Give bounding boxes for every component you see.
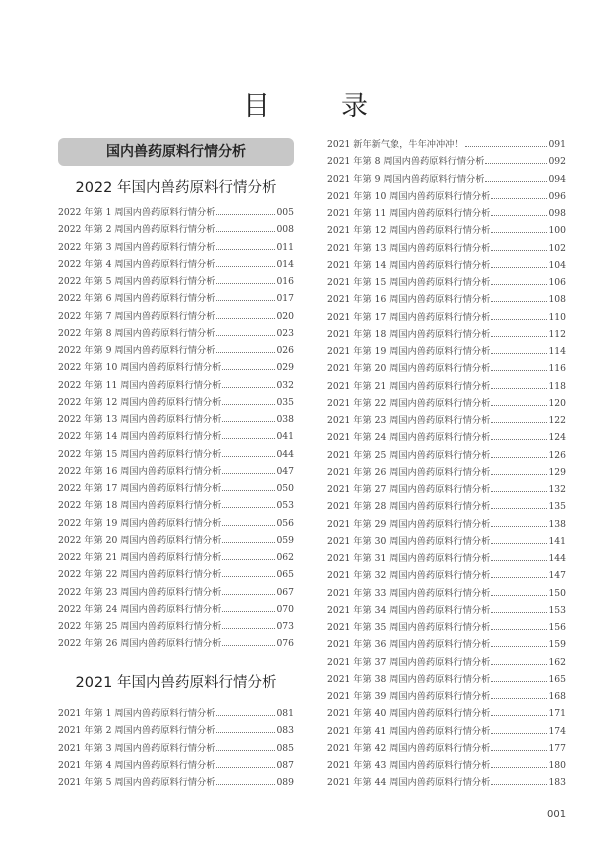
toc-entry [327, 567, 566, 584]
toc-leader-dots [216, 352, 275, 353]
toc-entry-label: 2021 年第 33 周国内兽药原料行情分析 [327, 587, 491, 599]
toc-leader-dots [222, 525, 275, 526]
toc-entry-label: 2022 年第 23 周国内兽药原料行情分析 [58, 586, 222, 598]
toc-entry [327, 309, 566, 326]
toc-entry-page: 044 [276, 448, 294, 460]
toc-entry-label: 2022 年第 19 周国内兽药原料行情分析 [58, 517, 222, 529]
toc-entry-label: 2022 年第 5 周国内兽药原料行情分析 [58, 276, 216, 287]
toc-entry-label: 2021 年第 42 周国内兽药原料行情分析 [327, 742, 491, 754]
toc-entry [58, 411, 294, 428]
toc-entry-label: 2021 年第 21 周国内兽药原料行情分析 [327, 380, 491, 392]
toc-entry-page: 070 [276, 603, 294, 615]
toc-leader-dots [491, 646, 547, 647]
toc-leader-dots [491, 784, 547, 785]
toc-leader-dots [222, 438, 275, 439]
toc-entry-page: 059 [276, 534, 294, 546]
toc-leader-dots [491, 336, 547, 337]
toc-entry-label: 2021 年第 24 周国内兽药原料行情分析 [327, 432, 491, 444]
toc-entry-label: 2021 年第 11 周国内兽药原料行情分析 [327, 208, 491, 219]
toc-entry-label: 2021 年第 23 周国内兽药原料行情分析 [327, 415, 491, 426]
toc-entry [327, 360, 566, 377]
toc-entry [327, 602, 566, 619]
toc-leader-dots [491, 508, 547, 509]
toc-entry [327, 412, 566, 429]
toc-entry [327, 257, 566, 274]
toc-leader-dots [216, 300, 275, 301]
toc-entry-label: 2021 年第 31 周国内兽药原料行情分析 [327, 553, 491, 564]
toc-leader-dots [491, 301, 547, 302]
toc-entry-page: 081 [276, 708, 294, 719]
toc-leader-dots [491, 629, 547, 630]
toc-entry-label: 2021 年第 36 周国内兽药原料行情分析 [327, 639, 491, 651]
toc-leader-dots [216, 283, 275, 284]
toc-entry-page: 114 [548, 346, 566, 357]
toc-entry-label: 2022 年第 6 周国内兽药原料行情分析 [58, 293, 216, 305]
toc-entry [58, 342, 294, 359]
toc-entry-page: 032 [276, 379, 294, 391]
toc-leader-dots [491, 232, 547, 233]
toc-entry-label: 2021 年第 20 周国内兽药原料行情分析 [327, 363, 491, 375]
toc-entry-label: 2021 年第 4 周国内兽药原料行情分析 [58, 759, 216, 771]
toc-entry-page: 141 [548, 535, 566, 547]
toc-entry-label: 2022 年第 22 周国内兽药原料行情分析 [58, 569, 222, 581]
toc-entry [327, 240, 566, 257]
toc-entry-label: 2021 年第 14 周国内兽药原料行情分析 [327, 259, 491, 271]
toc-entry-page: 156 [548, 622, 566, 633]
toc-entry [327, 326, 566, 343]
toc-entry-page: 153 [548, 604, 566, 616]
toc-entry-page: 120 [548, 397, 566, 409]
toc-entry [58, 359, 294, 376]
toc-entry [58, 377, 294, 394]
toc-entry [58, 757, 294, 774]
toc-entry-label: 2022 年第 16 周国内兽药原料行情分析 [58, 465, 222, 477]
toc-entry-page: 083 [276, 725, 294, 737]
toc-entry-page: 102 [548, 242, 566, 254]
toc-entry [327, 723, 566, 740]
toc-entry-page: 005 [276, 207, 294, 218]
toc-entry-label: 2021 年第 32 周国内兽药原料行情分析 [327, 570, 491, 582]
toc-entry [58, 463, 294, 480]
toc-entry [58, 325, 294, 342]
toc-entry-label: 2021 年第 22 周国内兽药原料行情分析 [327, 397, 491, 409]
toc-entry-page: 011 [276, 241, 294, 253]
toc-entry-page: 029 [276, 362, 294, 374]
toc-entry-page: 062 [276, 552, 294, 563]
toc-entry-page: 008 [276, 224, 294, 236]
toc-entry [58, 290, 294, 307]
toc-leader-dots [491, 267, 547, 268]
toc-leader-dots [216, 750, 275, 751]
toc-leader-dots [216, 266, 275, 267]
toc-leader-dots [491, 422, 547, 423]
toc-entry-label: 2021 年第 12 周国内兽药原料行情分析 [327, 225, 491, 237]
toc-entry-page: 098 [548, 208, 566, 219]
toc-entry [327, 447, 566, 464]
toc-leader-dots [216, 732, 275, 733]
toc-leader-dots [222, 594, 275, 595]
toc-entry-label: 2022 年第 12 周国内兽药原料行情分析 [58, 396, 222, 408]
toc-leader-dots [491, 491, 547, 492]
toc-entry-label: 2021 年第 9 周国内兽药原料行情分析 [327, 173, 485, 185]
toc-entry-label: 2022 年第 15 周国内兽药原料行情分析 [58, 448, 222, 460]
toc-entry-label: 2021 新年新气象，牛年冲冲冲！ [327, 139, 464, 150]
toc-leader-dots [222, 456, 275, 457]
toc-entry [58, 256, 294, 273]
toc-entry-label: 2022 年第 20 周国内兽药原料行情分析 [58, 534, 222, 546]
toc-leader-dots [491, 457, 547, 458]
toc-entry [58, 273, 294, 290]
toc-entry-page: 180 [548, 760, 566, 771]
toc-entry [58, 308, 294, 325]
toc-leader-dots [216, 784, 275, 785]
toc-entry-page: 159 [548, 639, 566, 651]
toc-entry-label: 2021 年第 34 周国内兽药原料行情分析 [327, 604, 491, 616]
toc-entry [327, 740, 566, 757]
toc-leader-dots [491, 750, 547, 751]
toc-leader-dots [222, 542, 275, 543]
toc-leader-dots [491, 733, 547, 734]
toc-entry-page: 038 [276, 414, 294, 425]
toc-entry [327, 291, 566, 308]
toc-entry-label: 2021 年第 39 周国内兽药原料行情分析 [327, 691, 491, 702]
toc-entry-page: 168 [548, 691, 566, 702]
toc-entry-label: 2021 年第 38 周国内兽药原料行情分析 [327, 673, 491, 685]
toc-leader-dots [491, 698, 547, 699]
toc-entry-label: 2021 年第 40 周国内兽药原料行情分析 [327, 708, 491, 720]
toc-entry-label: 2021 年第 13 周国内兽药原料行情分析 [327, 242, 491, 254]
toc-entry [58, 705, 294, 722]
toc-entry [327, 533, 566, 550]
toc-leader-dots [491, 405, 547, 406]
toc-entry [327, 498, 566, 515]
toc-entry-label: 2022 年第 4 周国内兽药原料行情分析 [58, 258, 216, 270]
toc-entry-label: 2022 年第 11 周国内兽药原料行情分析 [58, 379, 222, 391]
toc-entry-label: 2021 年第 17 周国内兽药原料行情分析 [327, 311, 491, 323]
toc-entry-label: 2021 年第 8 周国内兽药原料行情分析 [327, 156, 485, 168]
toc-entry-label: 2021 年第 19 周国内兽药原料行情分析 [327, 346, 491, 357]
toc-leader-dots [222, 387, 275, 388]
toc-entry [327, 774, 566, 791]
toc-entry-page: 132 [548, 484, 566, 495]
toc-entry-page: 016 [276, 276, 294, 287]
toc-entry [58, 740, 294, 757]
toc-entry [58, 584, 294, 601]
toc-entry-page: 065 [276, 569, 294, 581]
toc-leader-dots [491, 681, 547, 682]
toc-entry-page: 047 [276, 465, 294, 477]
toc-leader-dots [216, 318, 275, 319]
toc-list-2021-left [58, 705, 294, 791]
toc-entry-page: 092 [548, 156, 566, 168]
toc-entry-page: 122 [548, 415, 566, 426]
toc-leader-dots [222, 369, 275, 370]
toc-entry-label: 2022 年第 3 周国内兽药原料行情分析 [58, 241, 216, 253]
toc-entry-label: 2021 年第 27 周国内兽药原料行情分析 [327, 484, 491, 495]
toc-entry [327, 481, 566, 498]
toc-entry [327, 654, 566, 671]
toc-leader-dots [222, 473, 275, 474]
toc-leader-dots [491, 560, 547, 561]
toc-entry [58, 566, 294, 583]
toc-entry [58, 774, 294, 791]
toc-entry-label: 2022 年第 10 周国内兽药原料行情分析 [58, 362, 222, 374]
toc-leader-dots [491, 250, 547, 251]
toc-leader-dots [216, 249, 275, 250]
toc-leader-dots [485, 181, 547, 182]
toc-entry [327, 516, 566, 533]
toc-entry-page: 144 [548, 553, 566, 564]
toc-entry-page: 100 [548, 225, 566, 237]
toc-entry [58, 515, 294, 532]
toc-entry-label: 2022 年第 17 周国内兽药原料行情分析 [58, 483, 222, 494]
toc-entry [327, 136, 566, 153]
section-banner: 国内兽药原料行情分析 [58, 138, 294, 166]
toc-leader-dots [222, 421, 275, 422]
toc-leader-dots [222, 576, 275, 577]
toc-leader-dots [491, 543, 547, 544]
toc-entry-page: 020 [276, 310, 294, 322]
toc-entry-label: 2021 年第 26 周国内兽药原料行情分析 [327, 466, 491, 478]
toc-leader-dots [491, 577, 547, 578]
toc-entry-label: 2021 年第 35 周国内兽药原料行情分析 [327, 622, 491, 633]
toc-leader-dots [222, 507, 275, 508]
toc-entry-label: 2021 年第 37 周国内兽药原料行情分析 [327, 656, 491, 668]
toc-entry [327, 688, 566, 705]
toc-entry-label: 2021 年第 30 周国内兽药原料行情分析 [327, 535, 491, 547]
toc-entry [327, 585, 566, 602]
toc-entry-page: 129 [548, 466, 566, 478]
toc-entry-label: 2021 年第 5 周国内兽药原料行情分析 [58, 777, 216, 788]
toc-leader-dots [491, 353, 547, 354]
toc-leader-dots [222, 404, 275, 405]
toc-leader-dots [485, 163, 547, 164]
toc-entry-label: 2021 年第 28 周国内兽药原料行情分析 [327, 501, 491, 513]
toc-entry-label: 2022 年第 9 周国内兽药原料行情分析 [58, 345, 216, 356]
toc-entry-label: 2022 年第 13 周国内兽药原料行情分析 [58, 414, 222, 425]
toc-entry-label: 2022 年第 25 周国内兽药原料行情分析 [58, 621, 222, 632]
toc-entry-page: 110 [548, 311, 566, 323]
toc-entry [58, 618, 294, 635]
toc-leader-dots [222, 628, 275, 629]
toc-entry-label: 2022 年第 21 周国内兽药原料行情分析 [58, 552, 222, 563]
toc-entry [327, 671, 566, 688]
toc-entry [58, 497, 294, 514]
toc-entry [327, 222, 566, 239]
toc-entry-label: 2021 年第 15 周国内兽药原料行情分析 [327, 277, 491, 288]
toc-entry-label: 2021 年第 44 周国内兽药原料行情分析 [327, 777, 491, 789]
toc-entry [327, 153, 566, 170]
toc-entry-page: 150 [548, 587, 566, 599]
toc-leader-dots [491, 284, 547, 285]
toc-entry-page: 073 [276, 621, 294, 632]
toc-leader-dots [491, 370, 547, 371]
toc-entry-label: 2021 年第 43 周国内兽药原料行情分析 [327, 760, 491, 771]
toc-entry-label: 2021 年第 25 周国内兽药原料行情分析 [327, 449, 491, 461]
toc-leader-dots [222, 559, 275, 560]
toc-entry-page: 135 [548, 501, 566, 513]
toc-entry-page: 056 [276, 517, 294, 529]
toc-leader-dots [491, 474, 547, 475]
toc-entry-label: 2021 年第 41 周国内兽药原料行情分析 [327, 725, 491, 737]
toc-entry [58, 601, 294, 618]
toc-entry-page: 091 [548, 139, 566, 150]
toc-entry-page: 138 [548, 518, 566, 530]
toc-entry-label: 2021 年第 2 周国内兽药原料行情分析 [58, 725, 216, 737]
toc-entry-label: 2021 年第 1 周国内兽药原料行情分析 [58, 708, 216, 719]
toc-entry [58, 239, 294, 256]
toc-entry [327, 343, 566, 360]
toc-entry-page: 118 [548, 380, 566, 392]
toc-leader-dots [222, 611, 275, 612]
toc-entry-page: 106 [548, 277, 566, 288]
toc-entry-page: 183 [548, 777, 566, 789]
toc-entry-label: 2022 年第 7 周国内兽药原料行情分析 [58, 310, 216, 322]
toc-leader-dots [491, 198, 547, 199]
toc-entry [58, 549, 294, 566]
toc-leader-dots [216, 715, 275, 716]
toc-list-2021-right [327, 136, 566, 792]
toc-entry-page: 067 [276, 586, 294, 598]
toc-leader-dots [491, 439, 547, 440]
toc-leader-dots [491, 664, 547, 665]
toc-entry [58, 635, 294, 652]
toc-entry [58, 446, 294, 463]
toc-entry [58, 428, 294, 445]
toc-entry-page: 116 [548, 363, 566, 375]
toc-entry-page: 076 [276, 638, 294, 650]
toc-entry-page: 053 [276, 500, 294, 512]
toc-entry [58, 722, 294, 739]
toc-entry [327, 705, 566, 722]
toc-entry-page: 177 [548, 742, 566, 754]
toc-entry-page: 108 [548, 294, 566, 306]
toc-entry-page: 017 [276, 293, 294, 305]
toc-entry [327, 619, 566, 636]
toc-entry-label: 2021 年第 10 周国内兽药原料行情分析 [327, 190, 491, 202]
toc-entry-page: 124 [548, 432, 566, 444]
toc-entry-page: 041 [276, 431, 294, 443]
toc-entry-page: 085 [276, 742, 294, 754]
toc-entry-page: 096 [548, 190, 566, 202]
page-title: 目 录 [243, 91, 390, 122]
toc-entry-page: 023 [276, 327, 294, 339]
toc-entry [327, 550, 566, 567]
toc-leader-dots [216, 231, 275, 232]
toc-leader-dots [222, 490, 275, 491]
toc-leader-dots [465, 146, 548, 147]
toc-entry-page: 162 [548, 656, 566, 668]
toc-entry-page: 112 [548, 328, 566, 340]
toc-entry [58, 221, 294, 238]
toc-entry [327, 464, 566, 481]
toc-entry-page: 165 [548, 673, 566, 685]
toc-entry-page: 087 [276, 759, 294, 771]
toc-leader-dots [216, 214, 275, 215]
toc-entry-label: 2021 年第 16 周国内兽药原料行情分析 [327, 294, 491, 306]
toc-entry-label: 2022 年第 26 周国内兽药原料行情分析 [58, 638, 222, 650]
toc-leader-dots [491, 767, 547, 768]
toc-entry [327, 395, 566, 412]
toc-entry [327, 171, 566, 188]
toc-entry-page: 050 [276, 483, 294, 494]
toc-leader-dots [491, 319, 547, 320]
toc-leader-dots [491, 388, 547, 389]
toc-leader-dots [491, 526, 547, 527]
toc-entry-label: 2022 年第 2 周国内兽药原料行情分析 [58, 224, 216, 236]
toc-entry [58, 394, 294, 411]
subhead-2021: 2021 年国内兽药原料行情分析 [75, 675, 277, 691]
toc-entry [327, 757, 566, 774]
toc-leader-dots [216, 335, 275, 336]
toc-entry [58, 480, 294, 497]
toc-entry [327, 205, 566, 222]
toc-entry-page: 171 [548, 708, 566, 720]
subhead-2022: 2022 年国内兽药原料行情分析 [75, 180, 277, 196]
toc-leader-dots [491, 715, 547, 716]
toc-entry-page: 094 [548, 173, 566, 185]
toc-entry-page: 014 [276, 258, 294, 270]
toc-entry-label: 2022 年第 18 周国内兽药原料行情分析 [58, 500, 222, 512]
toc-entry [327, 636, 566, 653]
toc-entry [327, 429, 566, 446]
toc-entry [327, 188, 566, 205]
toc-entry-label: 2022 年第 14 周国内兽药原料行情分析 [58, 431, 222, 443]
toc-entry [327, 378, 566, 395]
toc-entry-label: 2022 年第 24 周国内兽药原料行情分析 [58, 603, 222, 615]
toc-list-2022 [58, 204, 294, 653]
toc-leader-dots [216, 767, 275, 768]
toc-entry [327, 274, 566, 291]
toc-entry-page: 174 [548, 725, 566, 737]
toc-entry-label: 2022 年第 1 周国内兽药原料行情分析 [58, 207, 216, 218]
toc-entry-page: 147 [548, 570, 566, 582]
toc-entry-page: 104 [548, 259, 566, 271]
toc-entry [58, 204, 294, 221]
toc-leader-dots [491, 215, 547, 216]
toc-entry-label: 2022 年第 8 周国内兽药原料行情分析 [58, 327, 216, 339]
toc-entry-page: 126 [548, 449, 566, 461]
toc-entry-page: 089 [276, 777, 294, 788]
toc-entry-page: 035 [276, 396, 294, 408]
toc-leader-dots [222, 645, 275, 646]
toc-entry-page: 026 [276, 345, 294, 356]
toc-entry-label: 2021 年第 29 周国内兽药原料行情分析 [327, 518, 491, 530]
toc-entry-label: 2021 年第 3 周国内兽药原料行情分析 [58, 742, 216, 754]
toc-leader-dots [491, 595, 547, 596]
toc-entry [58, 532, 294, 549]
toc-leader-dots [491, 612, 547, 613]
page-number: 001 [547, 809, 567, 820]
toc-entry-label: 2021 年第 18 周国内兽药原料行情分析 [327, 328, 491, 340]
